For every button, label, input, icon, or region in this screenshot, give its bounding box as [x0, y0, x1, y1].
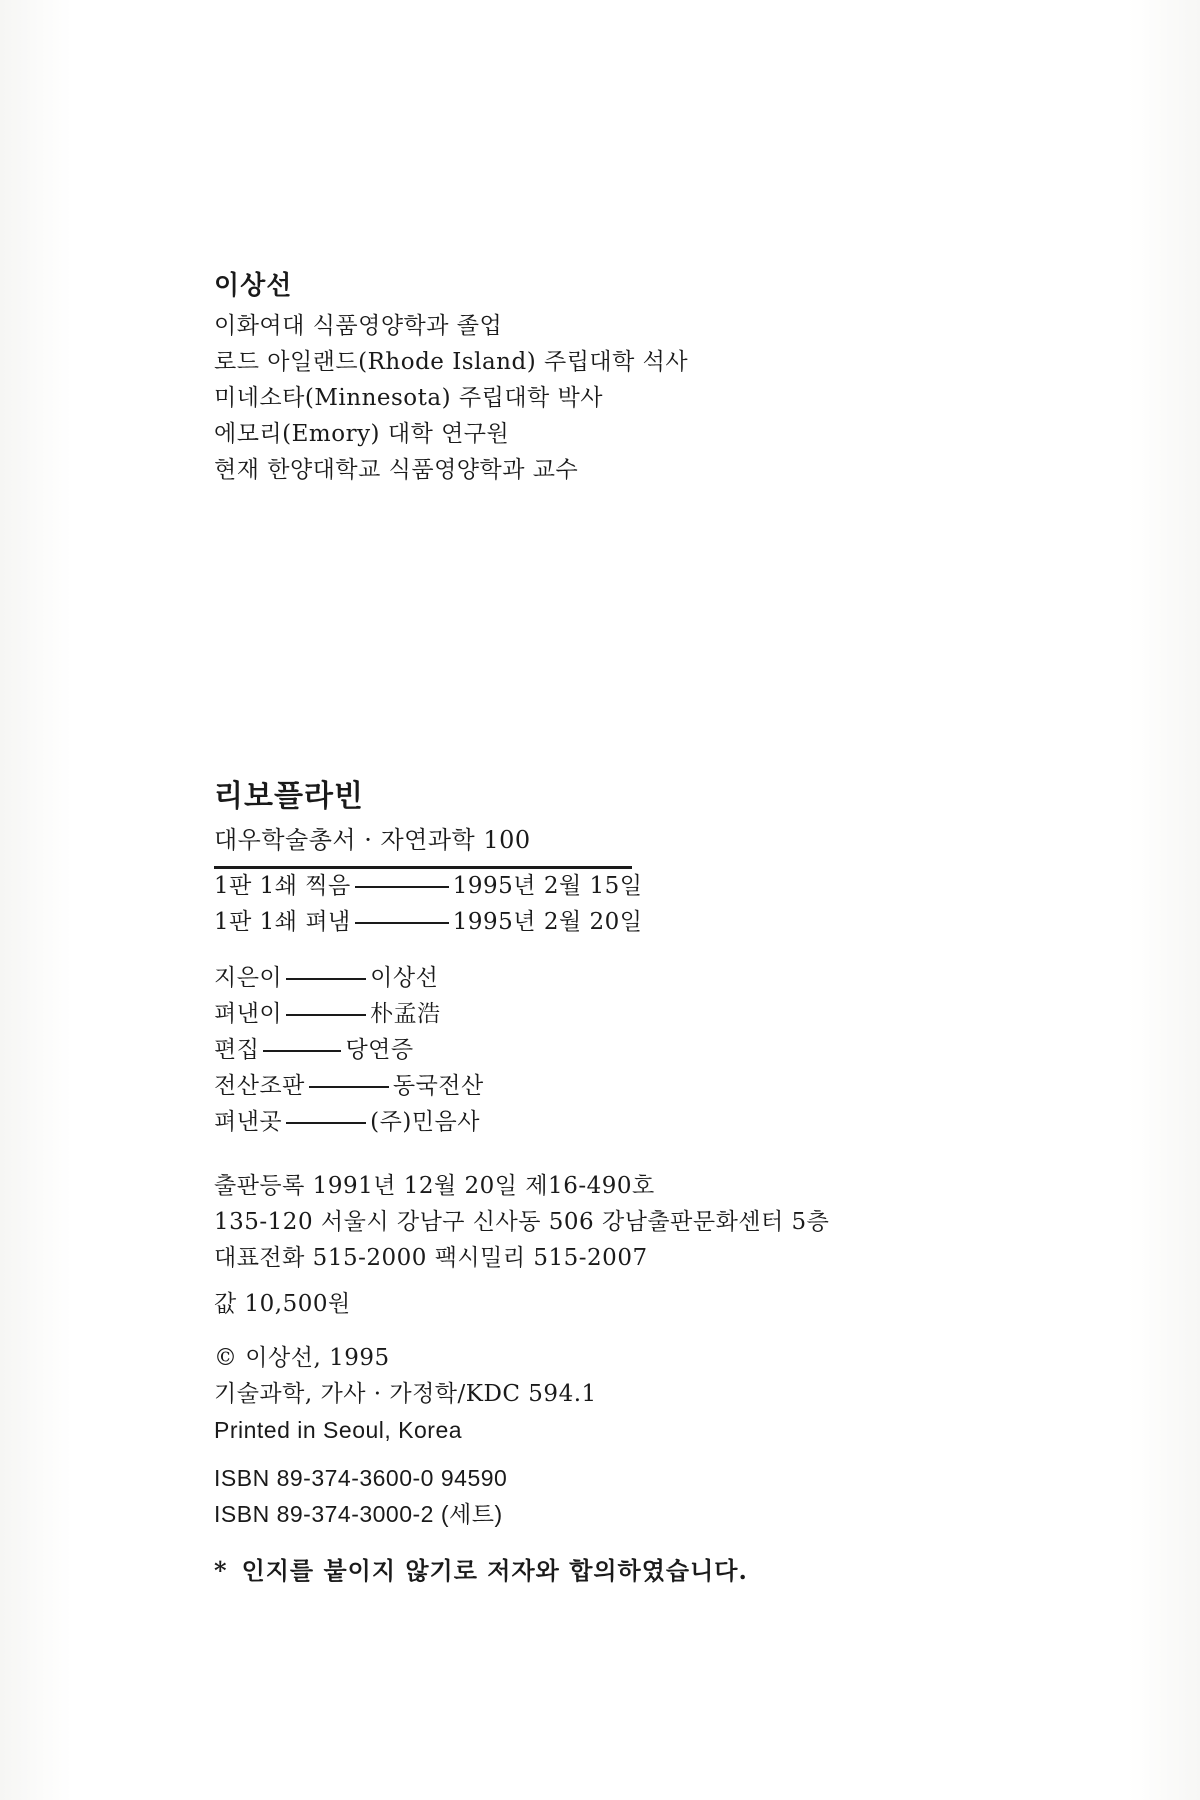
isbn-section	[214, 1460, 507, 1532]
printing-dates	[214, 868, 642, 940]
printing-label: 1판 1쇄 펴냄	[214, 909, 351, 935]
credit-row	[214, 1032, 484, 1068]
isbn-line: ISBN 89-374-3000-2 (세트)	[214, 1501, 503, 1527]
credit-label: 펴낸곳	[214, 1109, 283, 1135]
credit-row	[214, 996, 484, 1032]
printing-label: 1판 1쇄 찍음	[214, 873, 351, 899]
author-bio-line: 에모리(Emory) 대학 연구원	[214, 421, 510, 447]
leader-line	[355, 886, 449, 888]
leader-line	[286, 978, 366, 980]
leader-line	[355, 922, 449, 924]
credit-label: 전산조판	[214, 1073, 305, 1099]
credit-label: 편집	[214, 1037, 260, 1063]
printing-date: 1995년 2월 15일	[452, 873, 643, 899]
asterisk-icon: *	[214, 1556, 228, 1585]
author-bio-line: 현재 한양대학교 식품영양학과 교수	[214, 457, 579, 483]
isbn-line: ISBN 89-374-3600-0 94590	[214, 1465, 508, 1491]
stamp-note	[214, 1552, 748, 1590]
credit-label: 펴낸이	[214, 1001, 283, 1027]
stamp-note-line	[214, 1552, 748, 1590]
credit-label: 지은이	[214, 965, 283, 991]
series-name: 대우학술총서 · 자연과학 100	[214, 826, 531, 854]
credit-value: 이상선	[370, 965, 439, 991]
printing-row	[214, 868, 642, 904]
leader-line	[309, 1086, 389, 1088]
author-name: 이상선	[214, 271, 293, 301]
credits-section	[214, 960, 484, 1140]
author-section	[214, 264, 688, 488]
book-heading	[214, 774, 634, 869]
copyright-notice: © 이상선, 1995	[214, 1345, 390, 1371]
author-bio-line: 로드 아일랜드(Rhode Island) 주립대학 석사	[214, 349, 689, 375]
leader-line	[286, 1122, 366, 1124]
leader-line	[286, 1014, 366, 1016]
book-title: 리보플라빈	[214, 779, 364, 814]
address-line: 135-120 서울시 강남구 신사동 506 강남출판문화센터 5층	[214, 1209, 830, 1235]
copyright-section	[214, 1340, 597, 1448]
credit-value: 朴孟浩	[370, 1001, 441, 1027]
author-bio-line: 미네소타(Minnesota) 주립대학 박사	[214, 385, 603, 411]
printing-date: 1995년 2월 20일	[452, 909, 643, 935]
credit-value: 동국전산	[392, 1073, 484, 1099]
credit-value: 당연증	[345, 1037, 414, 1063]
credit-row	[214, 1104, 484, 1140]
credit-row	[214, 960, 484, 996]
classification: 기술과학, 가사 · 가정학/KDC 594.1	[214, 1381, 597, 1407]
credit-row	[214, 1068, 484, 1104]
leader-line	[263, 1050, 341, 1052]
credit-value: (주)민음사	[370, 1109, 480, 1135]
author-bio-line: 이화여대 식품영양학과 졸업	[214, 313, 503, 339]
price-section	[214, 1286, 351, 1322]
printed-in: Printed in Seoul, Korea	[214, 1417, 463, 1443]
publisher-info	[214, 1168, 829, 1276]
price: 값 10,500원	[214, 1291, 351, 1317]
stamp-note-text: 인지를 붙이지 않기로 저자와 합의하였습니다.	[241, 1556, 748, 1585]
printing-row	[214, 904, 642, 940]
phone-fax-line: 대표전화 515-2000 팩시밀리 515-2007	[214, 1245, 648, 1271]
registration-line: 출판등록 1991년 12월 20일 제16-490호	[214, 1173, 655, 1199]
